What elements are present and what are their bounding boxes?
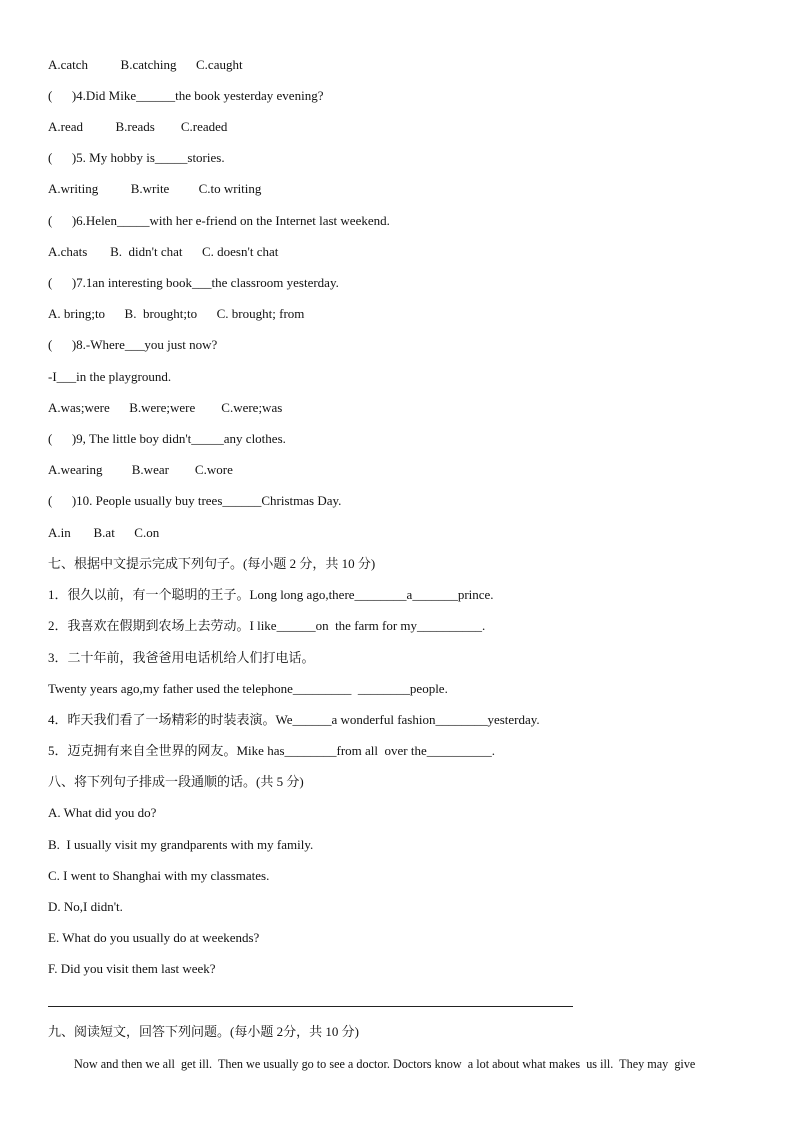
s8-sentence-e: E. What do you usually do at weekends? bbox=[48, 930, 260, 945]
s8-sentence-f: F. Did you visit them last week? bbox=[48, 961, 216, 976]
q8-reply: -I___in the playground. bbox=[48, 369, 172, 384]
q8-question: ( )8.-Where___you just now? bbox=[48, 337, 218, 352]
s7-item-4: 4．昨天我们看了一场精彩的时装表演。We______a wonderful fashion________yesterday. bbox=[48, 712, 540, 727]
q9-options: A.wearing B.wear C.wore bbox=[48, 462, 233, 477]
q8-options: A.was;were B.were;were C.were;was bbox=[48, 400, 283, 415]
s8-sentence-c: C. I went to Shanghai with my classmates. bbox=[48, 868, 270, 883]
q3-options: A.catch B.catching C.caught bbox=[48, 57, 243, 72]
q6-options: A.chats B. didn't chat C. doesn't chat bbox=[48, 244, 279, 259]
q5-question: ( )5. My hobby is_____stories. bbox=[48, 150, 225, 165]
s8-sentence-b: B. I usually visit my grandparents with my family. bbox=[48, 837, 314, 852]
q10-question: ( )10. People usually buy trees______Christmas Day. bbox=[48, 493, 342, 508]
q9-question: ( )9, The little boy didn't_____any clothes. bbox=[48, 431, 286, 446]
s8-sentence-a: A. What did you do? bbox=[48, 805, 157, 820]
q5-options: A.writing B.write C.to writing bbox=[48, 181, 262, 196]
q7-options: A. bring;to B. brought;to C. brought; from bbox=[48, 306, 305, 321]
section-8-heading: 八、将下列句子排成一段通顺的话。(共 5 分) bbox=[48, 774, 304, 789]
s8-sentence-d: D. No,I didn't. bbox=[48, 899, 123, 914]
q7-question: ( )7.1an interesting book___the classroom yesterday. bbox=[48, 275, 339, 290]
s7-item-2: 2．我喜欢在假期到农场上去劳动。I like______on the farm for my__________. bbox=[48, 618, 486, 633]
s7-item-5: 5．迈克拥有来自全世界的网友。Mike has________from all over the__________. bbox=[48, 743, 496, 758]
s7-item-1: 1．很久以前，有一个聪明的王子。Long long ago,there________a_______prince. bbox=[48, 587, 494, 602]
section-7-heading: 七、根据中文提示完成下列句子。(每小题 2 分，共 10 分) bbox=[48, 556, 376, 571]
section-9-heading: 九、阅读短文，回答下列问题。(每小题 2分，共 10 分) bbox=[48, 1024, 359, 1039]
q4-options: A.read B.reads C.readed bbox=[48, 119, 228, 134]
answer-line bbox=[48, 1006, 573, 1007]
reading-passage-line-1: Now and then we all get ill. Then we usually go to see a doctor. Doctors know a lot about what makes us ill. They may give bbox=[74, 1057, 696, 1071]
q10-options: A.in B.at C.on bbox=[48, 525, 160, 540]
q6-question: ( )6.Helen_____with her e-friend on the Internet last weekend. bbox=[48, 213, 390, 228]
s7-item-3-english: Twenty years ago,my father used the telephone_________ ________people. bbox=[48, 681, 448, 696]
q4-question: ( )4.Did Mike______the book yesterday evening? bbox=[48, 88, 324, 103]
s7-item-3-chinese: 3．二十年前，我爸爸用电话机给人们打电话。 bbox=[48, 650, 315, 665]
